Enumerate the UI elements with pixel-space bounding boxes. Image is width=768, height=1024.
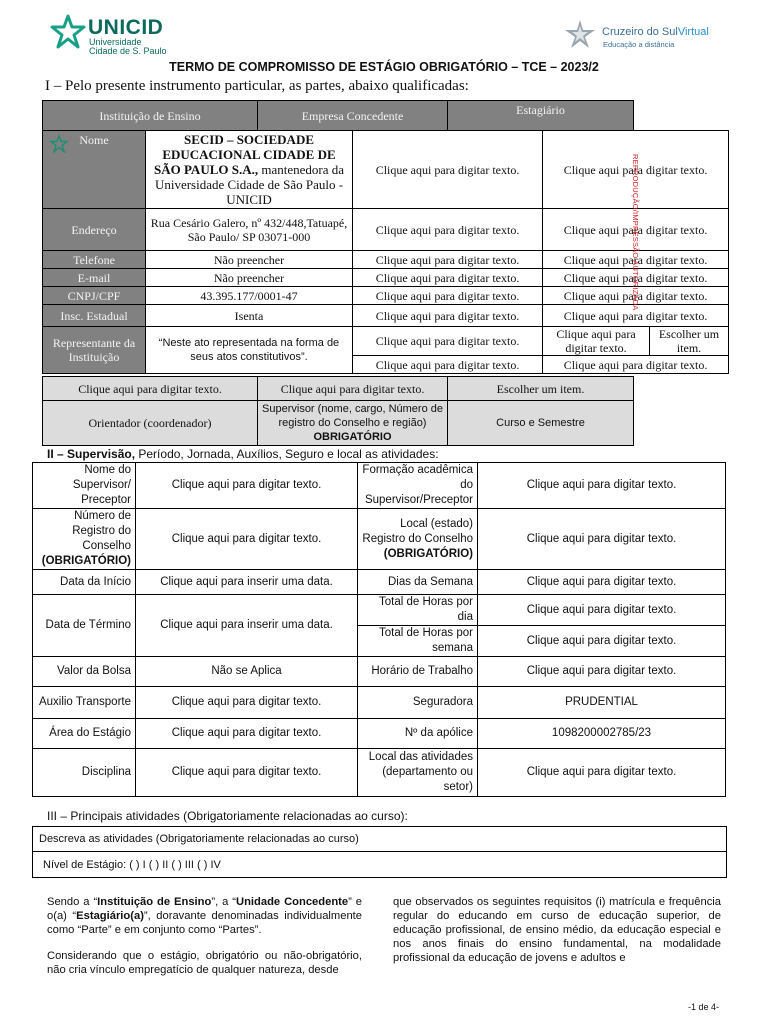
section-1-title: I – Pelo presente instrumento particular, as partes, abaixo qualificadas:: [45, 78, 469, 94]
label-nome: [43, 131, 146, 209]
label-nome-supervisor: Nome do Supervisor/ Preceptor: [33, 463, 136, 509]
p1-f: Estagiário(a): [76, 910, 144, 922]
nome-instituicao-bold: SECID – SOCIEDADE EDUCACIONAL CIDADE DE SÃO PAULO S.A.,: [153, 132, 336, 177]
formacao-field[interactable]: Clique aqui para digitar texto.: [478, 463, 726, 509]
label-dias-semana: Dias da Semana: [358, 570, 478, 595]
numero-registro-field[interactable]: Clique aqui para digitar texto.: [136, 509, 358, 570]
p1-c: ”, a “: [211, 896, 236, 908]
p1-a: Sendo a “: [47, 896, 98, 908]
label-numero-registro: [33, 509, 136, 570]
empresa-nome-field[interactable]: Clique aqui para digitar texto.: [353, 131, 543, 209]
label-curso: Curso e Semestre: [448, 401, 634, 446]
cruzeiro-virtual: Virtual: [677, 26, 709, 38]
empresa-representante-field-2[interactable]: Clique aqui para digitar texto.: [353, 356, 543, 374]
parties-table: [42, 130, 729, 374]
unicid-star-icon: [50, 14, 86, 50]
label-telefone: Telefone: [43, 251, 146, 269]
unicid-line1: Universidade: [89, 37, 142, 47]
p1-g: ”, doravante denominadas individualmente como “Parte” e em conjunto como “Partes”.: [47, 910, 362, 936]
unicid-logo: [50, 14, 170, 56]
nome-instituicao-rest: mantenedora da Universidade Cidade de São Paulo - UNICID: [154, 162, 345, 207]
apolice-value: 1098200002785/23: [478, 719, 726, 749]
label-data-inicio: Data da Início: [33, 570, 136, 595]
label-total-semana: Total de Horas por semana: [358, 626, 478, 657]
empresa-insc-field[interactable]: Clique aqui para digitar texto.: [353, 305, 543, 327]
local-atividades-field[interactable]: Clique aqui para digitar texto.: [478, 749, 726, 797]
estagiario-representante-field-2[interactable]: Clique aqui para digitar texto.: [543, 356, 729, 374]
p1-e: ” e o(a) “: [47, 896, 362, 922]
label-local-atividades: Local das atividades (departamento ou setor): [358, 749, 478, 797]
estagiario-representante-select[interactable]: Escolher um item.: [650, 327, 729, 356]
empresa-cnpj-field[interactable]: Clique aqui para digitar texto.: [353, 287, 543, 305]
label-supervisor: [258, 401, 448, 446]
label-disciplina: Disciplina: [33, 749, 136, 797]
label-apolice: Nº da apólice: [358, 719, 478, 749]
label-numero-registro-text: Número de Registro do Conselho: [72, 510, 131, 552]
supervisor-field[interactable]: Clique aqui para digitar texto.: [258, 377, 448, 401]
estagiario-telefone-field[interactable]: Clique aqui para digitar texto.: [543, 251, 729, 269]
local-registro-field[interactable]: Clique aqui para digitar texto.: [478, 509, 726, 570]
label-seguradora: Seguradora: [358, 687, 478, 719]
p1-b: Instituição de Ensino: [97, 896, 212, 908]
dias-semana-field[interactable]: Clique aqui para digitar texto.: [478, 570, 726, 595]
cnpj-instituicao: 43.395.177/0001-47: [146, 287, 353, 305]
supervision-table: [32, 462, 726, 797]
label-local-registro-obrig: (OBRIGATÓRIO): [383, 547, 473, 560]
label-valor-bolsa: Valor da Bolsa: [33, 657, 136, 687]
label-email: E-mail: [43, 269, 146, 287]
label-endereco: Endereço: [43, 209, 146, 251]
header-instituicao: Instituição de Ensino: [43, 101, 258, 131]
label-orientador: Orientador (coordenador): [43, 401, 258, 446]
nivel-estagio-checkboxes[interactable]: Nível de Estágio: ( ) I ( ) II ( ) III ( ) IV: [33, 852, 727, 878]
data-termino-field[interactable]: Clique aqui para inserir uma data.: [136, 595, 358, 657]
section-2-title-bold: II – Supervisão,: [47, 447, 136, 461]
total-dia-field[interactable]: Clique aqui para digitar texto.: [478, 595, 726, 626]
endereco-instituicao: Rua Cesário Galero, nº 432/448,Tatuapé, São Paulo/ SP 03071-000: [146, 209, 353, 251]
valor-bolsa-value: Não se Aplica: [136, 657, 358, 687]
cruzeiro-name: Cruzeiro do Sul: [602, 26, 678, 38]
label-auxilio: Auxilio Transporte: [33, 687, 136, 719]
insc-instituicao: Isenta: [146, 305, 353, 327]
label-cnpj: CNPJ/CPF: [43, 287, 146, 305]
unicid-watermark-logo-icon: [49, 135, 69, 153]
estagiario-nome-field[interactable]: Clique aqui para digitar texto.: [543, 131, 729, 209]
estagiario-representante-field[interactable]: Clique aqui para digitar texto.: [543, 327, 650, 356]
curso-select[interactable]: Escolher um item.: [448, 377, 634, 401]
label-area: Área do Estágio: [33, 719, 136, 749]
estagiario-endereco-field[interactable]: Clique aqui para digitar texto.: [543, 209, 729, 251]
p1-d: Unidade Concedente: [236, 896, 349, 908]
watermark-text: REPRODUÇÃO/IMPRESSÃO AUTORIZADA: [631, 154, 640, 311]
unicid-line2: Cidade de S. Paulo: [89, 46, 167, 56]
orientador-field[interactable]: Clique aqui para digitar texto.: [43, 377, 258, 401]
label-formacao: Formação acadêmica do Supervisor/Preceptor: [358, 463, 478, 509]
label-local-registro-text: Local (estado) Registro do Conselho: [362, 517, 473, 545]
parties-header-table: [42, 100, 634, 131]
section-2-title-rest: Período, Jornada, Auxílios, Seguro e local as atividades:: [135, 447, 439, 461]
auxilio-field[interactable]: Clique aqui para digitar texto.: [136, 687, 358, 719]
representante-instituicao: “Neste ato representada na forma de seus atos constitutivos”.: [146, 327, 353, 374]
cruzeiro-star-icon: [562, 18, 598, 50]
email-instituicao: Não preencher: [146, 269, 353, 287]
paragraph-requisitos: que observados os seguintes requisitos (i) matrícula e frequência regular do educando em curso de educação superior, de educação profissional, de ensino médio, da educação especial e nos anos finais do ensino fundamental, na modalidade profissional da educação de jovens e adultos e: [393, 896, 721, 964]
estagiario-cnpj-field[interactable]: Clique aqui para digitar texto.: [543, 287, 729, 305]
empresa-telefone-field[interactable]: Clique aqui para digitar texto.: [353, 251, 543, 269]
paragraph-partes: [47, 895, 362, 937]
orientador-table: [42, 376, 634, 446]
disciplina-field[interactable]: Clique aqui para digitar texto.: [136, 749, 358, 797]
label-data-termino: Data de Término: [33, 595, 136, 657]
label-supervisor-obrigatorio: OBRIGATÓRIO: [313, 431, 392, 443]
label-numero-registro-obrig: (OBRIGATÓRIO): [41, 555, 131, 567]
label-insc-estadual: Insc. Estadual: [43, 305, 146, 327]
empresa-representante-field[interactable]: Clique aqui para digitar texto.: [353, 327, 543, 356]
descreva-atividades-field[interactable]: Descreva as atividades (Obrigatoriamente relacionadas ao curso): [33, 827, 727, 852]
data-inicio-field[interactable]: Clique aqui para inserir uma data.: [136, 570, 358, 595]
label-horario: Horário de Trabalho: [358, 657, 478, 687]
nome-instituicao: [146, 131, 353, 209]
label-supervisor-text: Supervisor (nome, cargo, Número de registro do Conselho e região): [262, 403, 443, 429]
paragraph-considerando: Considerando que o estágio, obrigatório ou não-obrigatório, não cria vínculo empregatício de qualquer natureza, desde: [47, 950, 362, 976]
section-3-title: III – Principais atividades (Obrigatoriamente relacionadas ao curso):: [47, 809, 408, 823]
empresa-endereco-field[interactable]: Clique aqui para digitar texto.: [353, 209, 543, 251]
header-empresa: Empresa Concedente: [258, 101, 448, 131]
label-representante: Representante da Instituição: [43, 327, 146, 374]
label-nome-text: Nome: [79, 133, 109, 147]
section-2-title: [47, 447, 439, 461]
cruzeiro-sub: Educação a distância: [603, 40, 675, 49]
total-semana-field[interactable]: Clique aqui para digitar texto.: [478, 626, 726, 657]
seguradora-value: PRUDENTIAL: [478, 687, 726, 719]
telefone-instituicao: Não preencher: [146, 251, 353, 269]
empresa-email-field[interactable]: Clique aqui para digitar texto.: [353, 269, 543, 287]
estagiario-email-field[interactable]: Clique aqui para digitar texto.: [543, 269, 729, 287]
unicid-name: UNICID: [88, 16, 164, 39]
document-title: TERMO DE COMPROMISSO DE ESTÁGIO OBRIGATÓRIO – TCE – 2023/2: [169, 60, 599, 74]
label-local-registro: [358, 509, 478, 570]
page-number: -1 de 4-: [688, 1002, 720, 1012]
header-estagiario-label: Estagiário: [516, 103, 565, 117]
estagiario-insc-field[interactable]: Clique aqui para digitar texto.: [543, 305, 729, 327]
nome-supervisor-field[interactable]: Clique aqui para digitar texto.: [136, 463, 358, 509]
header-estagiario: [448, 101, 634, 131]
area-field[interactable]: Clique aqui para digitar texto.: [136, 719, 358, 749]
horario-field[interactable]: Clique aqui para digitar texto.: [478, 657, 726, 687]
label-total-dia: Total de Horas por dia: [358, 595, 478, 626]
activities-table: [32, 826, 727, 878]
cruzeiro-logo: [562, 18, 709, 52]
